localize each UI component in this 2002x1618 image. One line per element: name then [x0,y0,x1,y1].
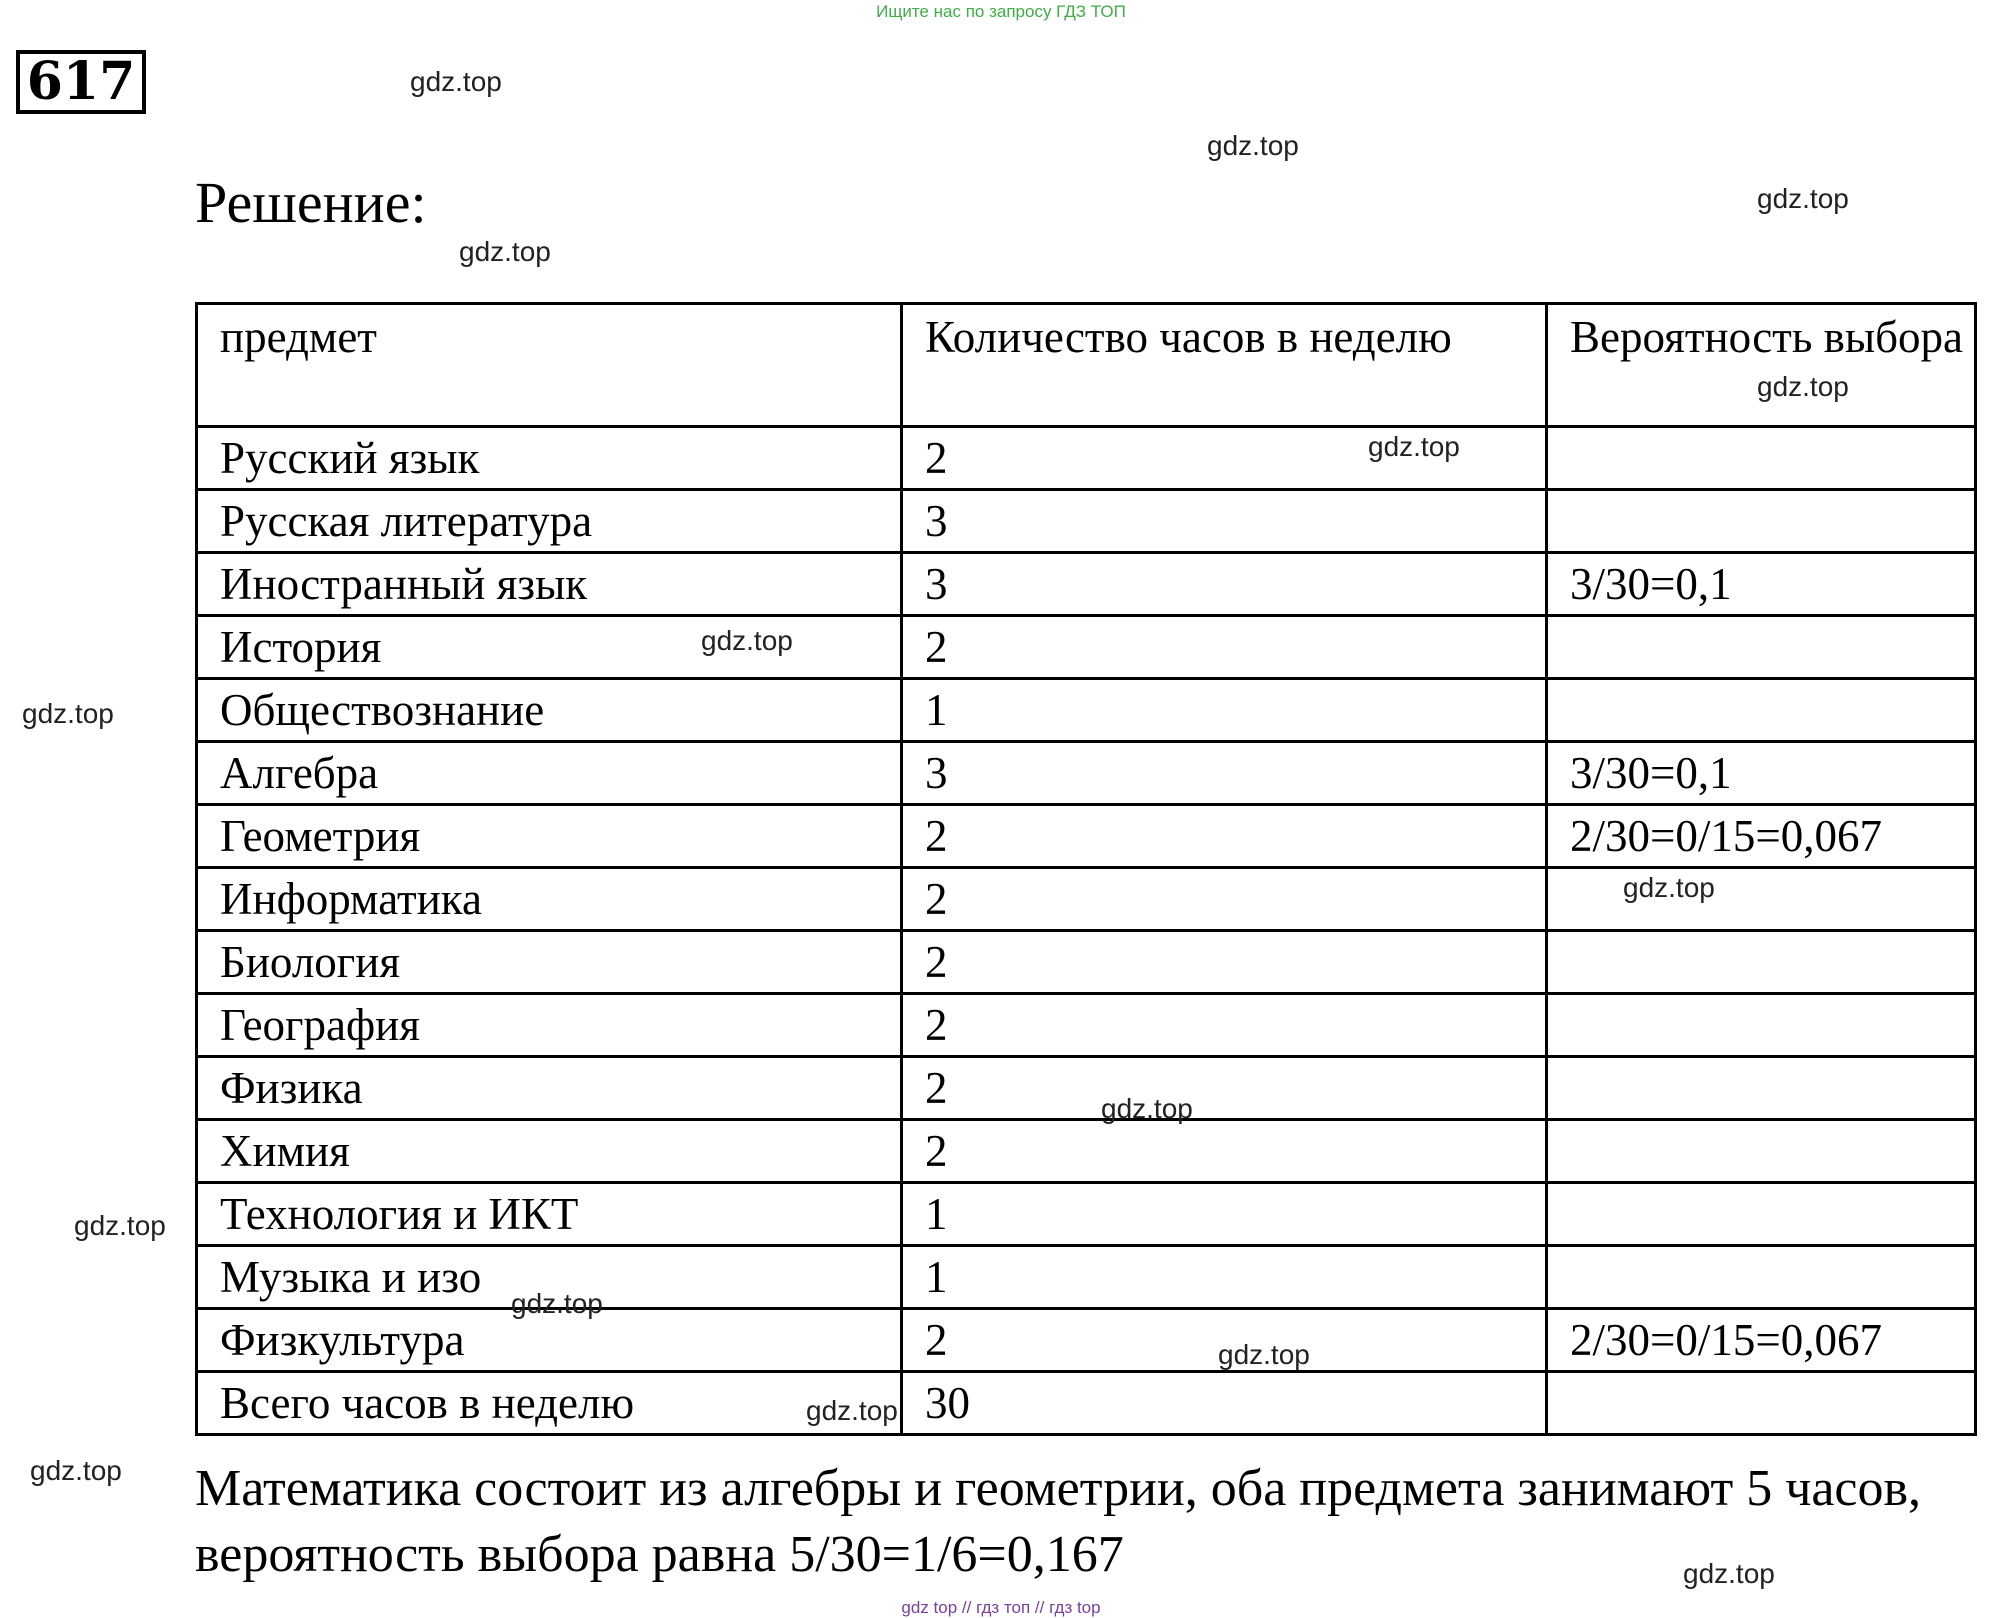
cell-hours: 3 [902,490,1547,553]
cell-hours: 30 [902,1372,1547,1435]
cell-subject: Русский язык [197,427,902,490]
watermark: gdz.top [1757,183,1849,214]
table-row [197,1183,1976,1246]
cell-subject: Музыка и изо [197,1246,902,1309]
cell-hours: 2 [902,1309,1547,1372]
conclusion-text: Математика состоит из алгебры и геометрии, оба предмета занимают 5 часов, вероятность выбора равна 5/30=1/6=0,167 [195,1460,1922,1583]
cell-probability [1547,679,1976,742]
cell-probability: 3/30=0,1 [1547,553,1976,616]
table-row [197,1120,1976,1183]
table-row [197,490,1976,553]
cell-hours: 2 [902,994,1547,1057]
cell-probability [1547,994,1976,1057]
cell-hours: 1 [902,679,1547,742]
watermark: gdz.top [1683,1558,1775,1589]
watermark: gdz.top [1623,872,1715,903]
cell-hours: 1 [902,1183,1547,1246]
watermark: gdz.top [459,236,551,267]
cell-subject: Алгебра [197,742,902,805]
top-note: Ищите нас по запросу ГДЗ ТОП [876,2,1126,21]
table-row [197,1057,1976,1120]
table-row [197,1309,1976,1372]
cell-subject: Всего часов в неделю [197,1372,902,1435]
watermark: gdz.top [1368,431,1460,462]
column-header-probability: Вероятность выбора [1547,304,1976,427]
table-row [197,931,1976,994]
watermark: gdz.top [806,1395,898,1426]
watermark: gdz.top [22,698,114,729]
cell-probability [1547,490,1976,553]
cell-subject: Физкультура [197,1309,902,1372]
cell-hours: 2 [902,868,1547,931]
watermark: gdz.top [74,1210,166,1241]
table-row [197,742,1976,805]
solution-heading: Решение: [195,170,427,235]
cell-subject: Технология и ИКТ [197,1183,902,1246]
watermark: gdz.top [701,625,793,656]
watermark: gdz.top [30,1455,122,1486]
bottom-note: gdz top // гдз топ // гдз top [901,1598,1101,1617]
table-row [197,427,1976,490]
cell-subject: Геометрия [197,805,902,868]
cell-probability [1547,1183,1976,1246]
table-row [197,994,1976,1057]
cell-subject: Иностранный язык [197,553,902,616]
column-header-subject: предмет [197,304,902,427]
cell-probability [1547,1057,1976,1120]
cell-hours: 3 [902,742,1547,805]
solution-table [195,302,1977,1436]
cell-probability [1547,1372,1976,1435]
cell-probability [1547,427,1976,490]
cell-subject: История [197,616,902,679]
cell-probability [1547,1246,1976,1309]
cell-probability [1547,616,1976,679]
table-row [197,553,1976,616]
table-header-row [197,304,1976,427]
cell-subject: Физика [197,1057,902,1120]
cell-subject: Информатика [197,868,902,931]
cell-probability: 2/30=0/15=0,067 [1547,1309,1976,1372]
watermark: gdz.top [1101,1093,1193,1124]
cell-subject: География [197,994,902,1057]
cell-hours: 2 [902,1120,1547,1183]
cell-hours: 2 [902,427,1547,490]
table-row [197,1372,1976,1435]
cell-probability [1547,868,1976,931]
table-row [197,1246,1976,1309]
cell-hours: 2 [902,805,1547,868]
cell-subject: Русская литература [197,490,902,553]
cell-hours: 3 [902,553,1547,616]
cell-hours: 2 [902,1057,1547,1120]
watermark: gdz.top [1757,371,1849,402]
watermark: gdz.top [511,1288,603,1319]
cell-probability: 2/30=0/15=0,067 [1547,805,1976,868]
cell-probability [1547,1120,1976,1183]
cell-probability: 3/30=0,1 [1547,742,1976,805]
table-row [197,616,1976,679]
watermark: gdz.top [1207,130,1299,161]
problem-number: 617 [16,50,146,114]
cell-subject: Биология [197,931,902,994]
cell-hours: 2 [902,616,1547,679]
cell-hours: 1 [902,1246,1547,1309]
cell-subject: Химия [197,1120,902,1183]
cell-probability [1547,931,1976,994]
cell-hours: 2 [902,931,1547,994]
table-row [197,805,1976,868]
cell-subject: Обществознание [197,679,902,742]
table-row [197,679,1976,742]
column-header-hours: Количество часов в неделю [902,304,1547,427]
watermark: gdz.top [410,66,502,97]
watermark: gdz.top [1218,1339,1310,1370]
